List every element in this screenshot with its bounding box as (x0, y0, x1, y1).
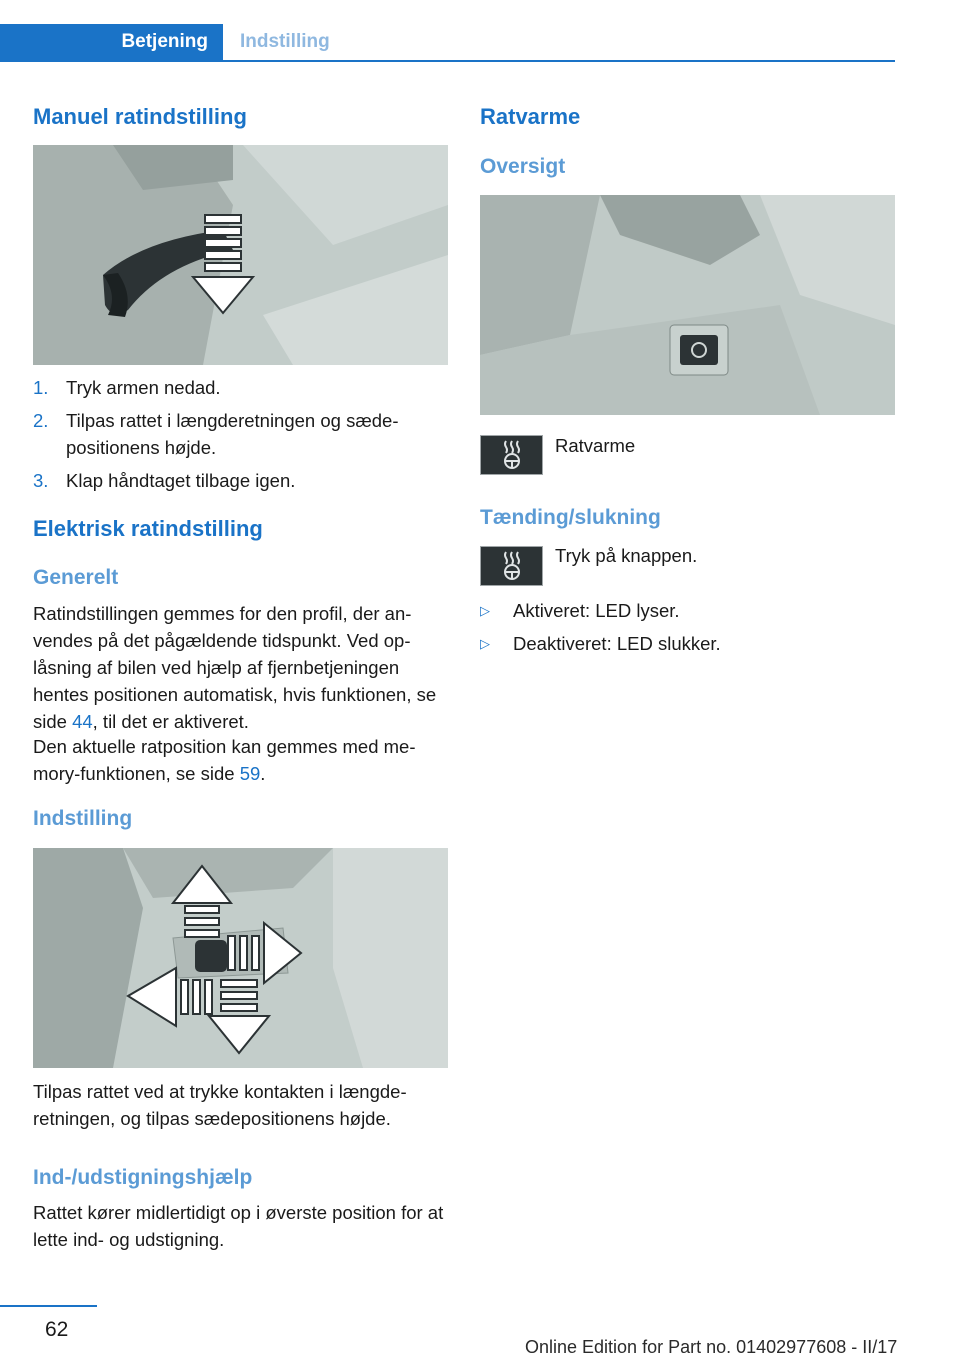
list-item: 2. Tilpas rattet i længderetningen og sædepositionens højde. (33, 410, 399, 458)
paragraph-general-1: Ratindstillingen gemmes for den profil, der anvendes på det pågældende tidspunkt. Ved oplåsning af bilen ved hjælp af fjernbetjeningen hentes positionen automatisk, hvis funktionen, se side 44, til det er aktiveret. (33, 603, 437, 732)
page-number: 62 (45, 1318, 69, 1341)
figure-manual-lever (33, 145, 448, 365)
paragraph-general-2: Den aktuelle ratposition kan gemmes med memory-funktionen, se side 59. (33, 736, 416, 784)
steering-wheel-heat-button[interactable] (480, 546, 543, 586)
steering-wheel-heat-icon (480, 435, 543, 475)
list-item: 3. Klap håndtaget tilbage igen. (33, 470, 296, 491)
list-item: 1. Tryk armen nedad. (33, 377, 221, 398)
paragraph-entry-exit: Rattet kører midlertidigt op i øverste position for at lette ind- og udstigning. (33, 1202, 444, 1250)
subheading-overview: Oversigt (480, 155, 566, 178)
footer-rule (0, 1305, 97, 1307)
paragraph-setting-caption: Tilpas rattet ved at trykke kontakten i længderetningen, og tilpas sædepositionens højde. (33, 1081, 407, 1129)
subheading-general: Generelt (33, 566, 119, 589)
page-header (0, 24, 895, 62)
figure-heating-button (480, 195, 895, 415)
icon-label-heating: Ratvarme (555, 435, 636, 456)
header-rule (0, 60, 895, 62)
section-tab-betjening: Betjening (0, 24, 223, 60)
led-states-list (480, 597, 896, 663)
list-item: ▷ Aktiveret: LED lyser. (480, 597, 896, 624)
subheading-entry-exit-assist: Ind-/udstigningshjælp (33, 1166, 253, 1189)
heading-steering-heating: Ratvarme (480, 104, 581, 129)
link-page-44[interactable]: 44 (72, 711, 93, 732)
list-item: ▷ Deaktiveret: LED slukker. (480, 630, 896, 657)
triangle-right-icon: ▷ (480, 636, 490, 651)
link-page-59[interactable]: 59 (239, 763, 261, 784)
triangle-right-icon: ▷ (480, 603, 490, 618)
section-tab-indstilling: Indstilling (240, 31, 330, 52)
footer-edition: Online Edition for Part no. 01402977608 - II/17 (525, 1337, 898, 1357)
subheading-setting: Indstilling (33, 807, 133, 830)
steering-wheel-heat-icon (498, 551, 526, 581)
heading-manual-steering-adjustment: Manuel ratindstilling (33, 104, 247, 129)
instruction-press-button: Tryk på knappen. (555, 545, 698, 566)
subheading-on-off: Tænding/slukning (480, 506, 661, 529)
manual-steps-list (33, 374, 449, 500)
figure-electric-switch (33, 848, 448, 1068)
heading-electric-steering-adjustment: Elektrisk ratindstilling (33, 516, 263, 541)
